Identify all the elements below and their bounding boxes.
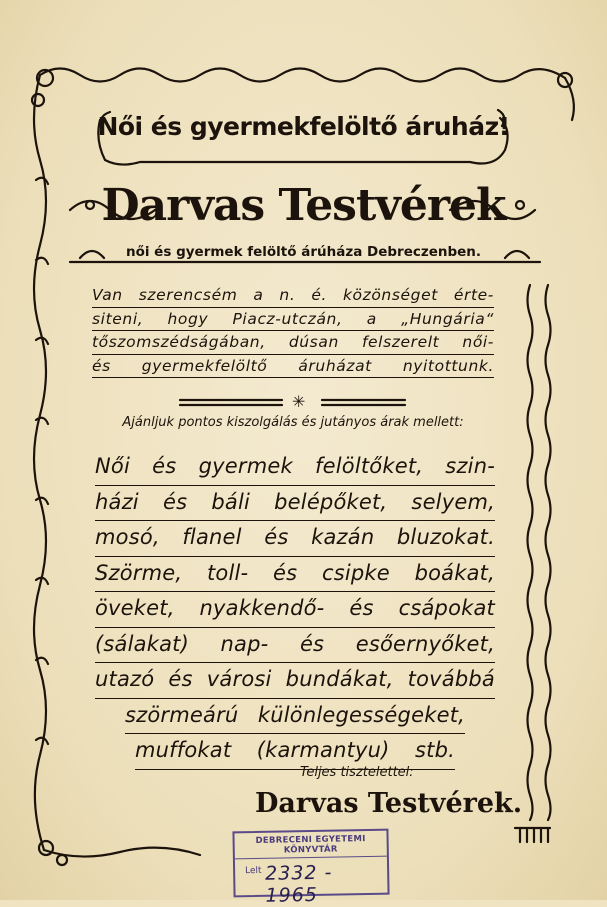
product-line: szörmeárú különlegességeket, xyxy=(125,699,465,735)
intro-line: Van szerencsém a n. é. közönséget érte- xyxy=(92,284,494,308)
product-line: muffokat (karmantyu) stb. xyxy=(135,734,455,770)
intro-paragraph xyxy=(92,284,494,378)
intro-line: és gyermekfelöltő áruházat nyitottunk. xyxy=(92,355,494,379)
store-subtitle: női és gyermek felöltő árúháza Debreczenben. xyxy=(125,244,482,260)
library-stamp xyxy=(232,829,389,907)
intro-line: tőszomszédságában, dúsan felszerelt női- xyxy=(92,331,494,355)
closing-greeting: Teljes tisztelettel: xyxy=(300,765,414,780)
product-line: Szörme, toll- és csipke boákat, xyxy=(95,557,495,593)
product-list xyxy=(95,450,495,770)
product-line: mosó, flanel és kazán bluzokat. xyxy=(95,521,495,557)
product-line: Női és gyermek felöltőket, szin- xyxy=(95,450,495,486)
divider-star: ✳ xyxy=(292,392,306,411)
stamp-prefix: Lelt xyxy=(245,865,262,877)
recommend-line: Ajánljuk pontos kiszolgálás és jutányos árak mellett: xyxy=(122,415,464,430)
stamp-number: 2332 - 1965 xyxy=(264,861,333,907)
firm-name: Darvas Testvérek xyxy=(101,180,506,231)
stamp-institution: DEBRECENI EGYETEMI KÖNYVTÁR xyxy=(234,831,386,860)
product-line: öveket, nyakkendő- és csápokat xyxy=(95,592,495,628)
product-line: utazó és városi bundákat, továbbá xyxy=(95,663,495,699)
store-headline: Női és gyermekfelöltő áruház! xyxy=(97,112,510,141)
intro-line: siteni, hogy Piacz-utczán, a „Hungária“ xyxy=(92,308,494,332)
product-line: (sálakat) nap- és esőernyőket, xyxy=(95,628,495,664)
product-line: házi és báli belépőket, selyem, xyxy=(95,486,495,522)
signature: Darvas Testvérek. xyxy=(255,788,523,819)
